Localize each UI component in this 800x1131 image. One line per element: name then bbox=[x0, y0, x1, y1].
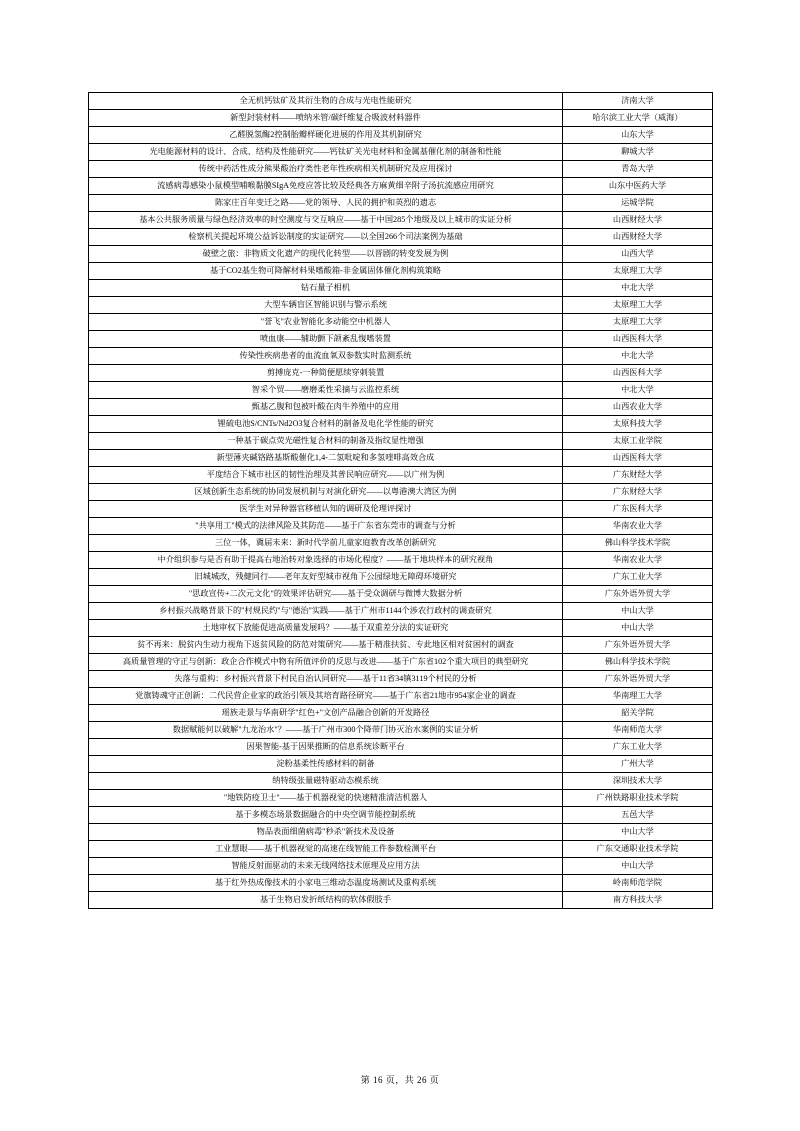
organization-cell: 五邑大学 bbox=[563, 807, 713, 824]
table-row bbox=[89, 280, 713, 297]
table-row bbox=[89, 416, 713, 433]
project-title-cell: 剪搏庞克-一种简便愿续穿刺装置 bbox=[89, 365, 563, 382]
table-row bbox=[89, 246, 713, 263]
project-title-cell: 基于CO2基生物可降解材料果嗜酸箱-非金属固体催化剂构筑策略 bbox=[89, 263, 563, 280]
organization-cell: 广东工业大学 bbox=[563, 569, 713, 586]
organization-cell: 哈尔滨工业大学（威海） bbox=[563, 110, 713, 127]
organization-cell: 华南理工大学 bbox=[563, 688, 713, 705]
project-title-cell: 基于多模态场景数据融合的中央空调节能控制系统 bbox=[89, 807, 563, 824]
table-row bbox=[89, 297, 713, 314]
organization-cell: 运城学院 bbox=[563, 195, 713, 212]
organization-cell: 广东财经大学 bbox=[563, 467, 713, 484]
project-title-cell: 大型车辆盲区智能识别与警示系统 bbox=[89, 297, 563, 314]
organization-cell: 岭南师范学院 bbox=[563, 875, 713, 892]
table-row bbox=[89, 654, 713, 671]
table-row bbox=[89, 229, 713, 246]
table-row bbox=[89, 688, 713, 705]
organization-cell: 佛山科学技术学院 bbox=[563, 535, 713, 552]
organization-cell: 广州大学 bbox=[563, 756, 713, 773]
organization-cell: 太原工业学院 bbox=[563, 433, 713, 450]
page-footer: 第 16 页，共 26 页 bbox=[360, 1075, 440, 1085]
project-title-cell: 区域创新生态系统的协同发展机制与对演化研究——以粤港澳大湾区为例 bbox=[89, 484, 563, 501]
organization-cell: 山西医科大学 bbox=[563, 450, 713, 467]
organization-cell: 广东医科大学 bbox=[563, 501, 713, 518]
table-row bbox=[89, 314, 713, 331]
table-row bbox=[89, 637, 713, 654]
project-title-cell: 高质量管理的守正与创新：政企合作模式中物有所值评价的反思与改进——基于广东省102个重大项目的典型研究 bbox=[89, 654, 563, 671]
project-title-cell: 陈家庄百年变迁之路——党的领导、人民的拥护和英烈的遗志 bbox=[89, 195, 563, 212]
project-title-cell: 党旗铸魂守正创新：二代民营企业家的政治引领及其培育路径研究——基于广东省21地市954家企业的调查 bbox=[89, 688, 563, 705]
project-title-cell: 数据赋能何以破解"九龙治水"？——基于广州市300个降带门协灭治水案例的实证分析 bbox=[89, 722, 563, 739]
organization-cell: 佛山科学技术学院 bbox=[563, 654, 713, 671]
table-row bbox=[89, 433, 713, 450]
project-title-cell: 智采个贸——磨磨柔性采摘与云监控系统 bbox=[89, 382, 563, 399]
organization-cell: 深圳技术大学 bbox=[563, 773, 713, 790]
organization-cell: 山东大学 bbox=[563, 127, 713, 144]
table-row bbox=[89, 586, 713, 603]
table-row bbox=[89, 892, 713, 909]
project-title-cell: 检察机关提起环境公益诉讼制度的实证研究——以全国266个司法案例为基础 bbox=[89, 229, 563, 246]
organization-cell: 韶关学院 bbox=[563, 705, 713, 722]
project-list-table-wrapper bbox=[88, 92, 712, 909]
project-title-cell: 钻石量子相机 bbox=[89, 280, 563, 297]
project-title-cell: 工业慧眼——基于机器视觉的高速在线智能工件参数检测平台 bbox=[89, 841, 563, 858]
project-title-cell: 甄基乙腹和包被叶酸在肉牛养殖中的应用 bbox=[89, 399, 563, 416]
project-title-cell: 医学生对异种器官移植认知的调研及伦理评探讨 bbox=[89, 501, 563, 518]
table-row bbox=[89, 501, 713, 518]
table-row bbox=[89, 110, 713, 127]
organization-cell: 华南农业大学 bbox=[563, 518, 713, 535]
project-title-cell: 基于生物启发折纸结构的软体假肢手 bbox=[89, 892, 563, 909]
organization-cell: 聊城大学 bbox=[563, 144, 713, 161]
organization-cell: 山西医科大学 bbox=[563, 331, 713, 348]
organization-cell: 山西财经大学 bbox=[563, 212, 713, 229]
table-row bbox=[89, 705, 713, 722]
project-title-cell: 纳特级张量磁特驱动态模系统 bbox=[89, 773, 563, 790]
organization-cell: 山西医科大学 bbox=[563, 365, 713, 382]
project-title-cell: 中介组织参与是否有助于提高右地治转对象选择的市场化程度？——基于地块样本的研究视角 bbox=[89, 552, 563, 569]
organization-cell: 中北大学 bbox=[563, 348, 713, 365]
organization-cell: 山西大学 bbox=[563, 246, 713, 263]
organization-cell: 广东工业大学 bbox=[563, 739, 713, 756]
organization-cell: 山西财经大学 bbox=[563, 229, 713, 246]
organization-cell: 广东外语外贸大学 bbox=[563, 671, 713, 688]
project-title-cell: 喷血康——辅助颤下颌紊乱愎嗜装置 bbox=[89, 331, 563, 348]
table-row bbox=[89, 552, 713, 569]
project-title-cell: 贫不再来：脱贫内生动力视角下返贫风险的防范对策研究——基于精准扶贫、专此地区相对贫困村的调查 bbox=[89, 637, 563, 654]
table-row bbox=[89, 790, 713, 807]
table-row bbox=[89, 756, 713, 773]
project-title-cell: 传统中药活性成分熊果酸治疗类性老年性疾病相关机制研究及应用探讨 bbox=[89, 161, 563, 178]
table-row bbox=[89, 382, 713, 399]
table-row bbox=[89, 875, 713, 892]
project-title-cell: 土地审权下放能促进高质量发展吗？——基于双重差分法的实证研究 bbox=[89, 620, 563, 637]
organization-cell: 华南师范大学 bbox=[563, 722, 713, 739]
table-row bbox=[89, 671, 713, 688]
organization-cell: 广东财经大学 bbox=[563, 484, 713, 501]
table-row bbox=[89, 484, 713, 501]
table-row bbox=[89, 569, 713, 586]
table-row bbox=[89, 518, 713, 535]
table-row bbox=[89, 807, 713, 824]
organization-cell: 广东外语外贸大学 bbox=[563, 637, 713, 654]
organization-cell: 广东交通职业技术学院 bbox=[563, 841, 713, 858]
table-row bbox=[89, 195, 713, 212]
table-row bbox=[89, 365, 713, 382]
table-row bbox=[89, 841, 713, 858]
organization-cell: 中山大学 bbox=[563, 620, 713, 637]
project-title-cell: 淀粉基柔性传感材料的制备 bbox=[89, 756, 563, 773]
project-title-cell: 流感病毒感染小鼠模型哺喉黏膜SIgA免疫应答比较及经典各方麻黄细辛附子汤抗流感应用研究 bbox=[89, 178, 563, 195]
organization-cell: 中山大学 bbox=[563, 824, 713, 841]
table-row bbox=[89, 824, 713, 841]
table-row bbox=[89, 348, 713, 365]
project-title-cell: 物品表面细菌病毒"秒杀"新技术及设备 bbox=[89, 824, 563, 841]
project-title-cell: 智能反射面驱动的未来无线网络技术原理及应用方法 bbox=[89, 858, 563, 875]
table-row bbox=[89, 535, 713, 552]
table-body bbox=[89, 93, 713, 909]
table-row bbox=[89, 467, 713, 484]
table-row bbox=[89, 161, 713, 178]
organization-cell: 华南农业大学 bbox=[563, 552, 713, 569]
organization-cell: 太原理工大学 bbox=[563, 297, 713, 314]
project-title-cell: 三位一体，冀届未来：新时代学前儿童家庭教育改革创新研究 bbox=[89, 535, 563, 552]
organization-cell: 南方科技大学 bbox=[563, 892, 713, 909]
project-list-table bbox=[88, 92, 713, 909]
organization-cell: 中北大学 bbox=[563, 382, 713, 399]
project-title-cell: "誉飞"农业智能化多动能空中机器人 bbox=[89, 314, 563, 331]
table-row bbox=[89, 127, 713, 144]
table-row bbox=[89, 331, 713, 348]
project-title-cell: "共享用工"模式的法律风险及其防范——基于广东省东莞市的调查与分析 bbox=[89, 518, 563, 535]
project-title-cell: 光电能源材料的设计、合成、结构及性能研究——钙钛矿关光电材料和金属基催化剂的制备和性能 bbox=[89, 144, 563, 161]
project-title-cell: 基本公共服务质量与绿色经济效率的时空测度与交互响应——基于中国285个地级及以上城市的实证分析 bbox=[89, 212, 563, 229]
project-title-cell: 基于红外热成像技术的小家电三维动态温度场测试及重构系统 bbox=[89, 875, 563, 892]
table-row bbox=[89, 212, 713, 229]
project-title-cell: "思政宣传+二次元文化"的效果评估研究——基于受众调研与微博大数据分析 bbox=[89, 586, 563, 603]
organization-cell: 广东外语外贸大学 bbox=[563, 586, 713, 603]
project-title-cell: 一种基于碳点荧光磁性复合材料的制备及指纹显性增强 bbox=[89, 433, 563, 450]
table-row bbox=[89, 722, 713, 739]
table-row bbox=[89, 399, 713, 416]
project-title-cell: 因果智能-基于因果推断的信息系统诊断平台 bbox=[89, 739, 563, 756]
organization-cell: 太原理工大学 bbox=[563, 314, 713, 331]
project-title-cell: 旧城城改，残健同行——老年友好型城市视角下公园绿地无障碍环境研究 bbox=[89, 569, 563, 586]
organization-cell: 济南大学 bbox=[563, 93, 713, 110]
table-row bbox=[89, 450, 713, 467]
project-title-cell: 瑶族走景与华南研学"红色+"文创产品融合创新的开发路径 bbox=[89, 705, 563, 722]
project-title-cell: "地铁防疫卫士"——基于机器视觉的快速精准清洁机器人 bbox=[89, 790, 563, 807]
organization-cell: 太原科技大学 bbox=[563, 416, 713, 433]
project-title-cell: 平度结合下城市社区的韧性治理及其普民响应研究——以广州为例 bbox=[89, 467, 563, 484]
project-title-cell: 乙醛脱氢酶2控制胎瓣样硬化进展的作用及其机制研究 bbox=[89, 127, 563, 144]
organization-cell: 中北大学 bbox=[563, 280, 713, 297]
organization-cell: 中山大学 bbox=[563, 603, 713, 620]
project-title-cell: 传染性疾病患者的血流血氧双参数实时监测系统 bbox=[89, 348, 563, 365]
organization-cell: 山西农业大学 bbox=[563, 399, 713, 416]
project-title-cell: 全无机钙钛矿及其衍生物的合成与光电性能研究 bbox=[89, 93, 563, 110]
organization-cell: 广州铁路职业技术学院 bbox=[563, 790, 713, 807]
project-title-cell: 乡村振兴战略背景下的"村规民约"与"德治"实践——基于广州市1144个涉农行政村的调查研究 bbox=[89, 603, 563, 620]
project-title-cell: 新型封装材料——喷纳米管/碳纤维复合吸波材料器件 bbox=[89, 110, 563, 127]
table-row bbox=[89, 93, 713, 110]
table-row bbox=[89, 603, 713, 620]
table-row bbox=[89, 178, 713, 195]
table-row bbox=[89, 858, 713, 875]
project-title-cell: 新型薄夹碱铬路基斯酸催化1,4-二氢吡啶和多氢喹啡高效合成 bbox=[89, 450, 563, 467]
project-title-cell: 失落与重构：乡村振兴背景下村民自治认同研究——基于11省34镇3119个村民的分析 bbox=[89, 671, 563, 688]
table-row bbox=[89, 620, 713, 637]
table-row bbox=[89, 773, 713, 790]
table-row bbox=[89, 144, 713, 161]
organization-cell: 中山大学 bbox=[563, 858, 713, 875]
table-row bbox=[89, 263, 713, 280]
table-row bbox=[89, 739, 713, 756]
organization-cell: 青岛大学 bbox=[563, 161, 713, 178]
project-title-cell: 锂硫电池S/CNTs/Nd2O3复合材料的制备及电化学性能的研究 bbox=[89, 416, 563, 433]
project-title-cell: 破壁之旅：非物质文化遗产的现代化转型——以晋剧的转变发展为例 bbox=[89, 246, 563, 263]
organization-cell: 太原理工大学 bbox=[563, 263, 713, 280]
organization-cell: 山东中医药大学 bbox=[563, 178, 713, 195]
